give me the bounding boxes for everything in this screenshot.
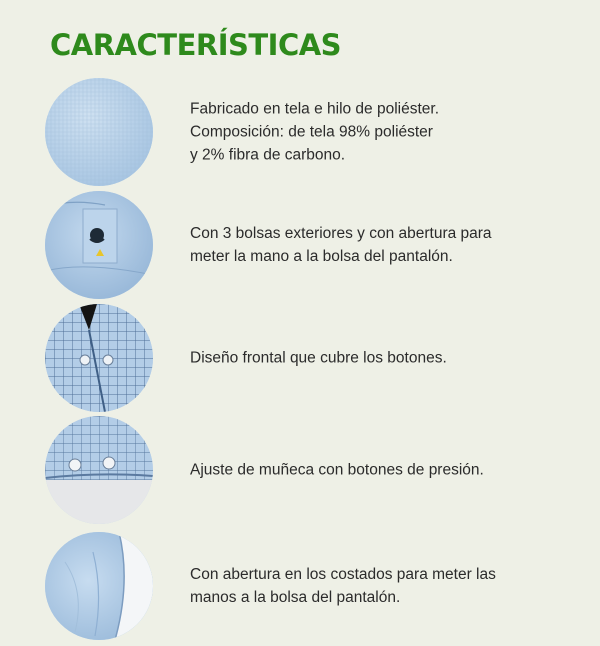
- feature-line: y 2% fibra de carbono.: [190, 146, 346, 164]
- feature-line: meter la mano a la bolsa del pantalón.: [190, 248, 453, 265]
- feature-item-side-opening: [45, 532, 565, 640]
- feature-text: [190, 347, 570, 370]
- feature-line: Con 3 bolsas exteriores y con abertura para: [190, 225, 492, 242]
- feature-line: Fabricado en tela e hilo de poliéster.: [190, 100, 440, 118]
- feature-item-cuff: [45, 416, 565, 524]
- feature-item-front-design: [45, 304, 565, 412]
- feature-line: Con abertura en los costados para meter las: [190, 566, 496, 583]
- pocket-icon: [45, 191, 153, 299]
- side-opening-icon: [45, 532, 153, 640]
- feature-line: Ajuste de muñeca con botones de presión.: [190, 461, 484, 479]
- feature-line: Diseño frontal que cubre los botones.: [190, 349, 447, 367]
- fabric-texture-icon: [45, 78, 153, 186]
- page-title: CARACTERÍSTICAS: [50, 28, 342, 62]
- feature-line: manos a la bolsa del pantalón.: [190, 589, 401, 606]
- feature-text: [190, 459, 570, 482]
- feature-item-pockets: [45, 191, 565, 299]
- feature-item-fabric: [45, 78, 565, 186]
- covered-buttons-icon: [45, 304, 153, 412]
- snap-cuff-icon: [45, 416, 153, 524]
- feature-line: Composición: de tela 98% poliéster: [190, 123, 433, 141]
- feature-text: [190, 563, 570, 609]
- feature-text: [190, 98, 570, 167]
- feature-text: [190, 222, 570, 268]
